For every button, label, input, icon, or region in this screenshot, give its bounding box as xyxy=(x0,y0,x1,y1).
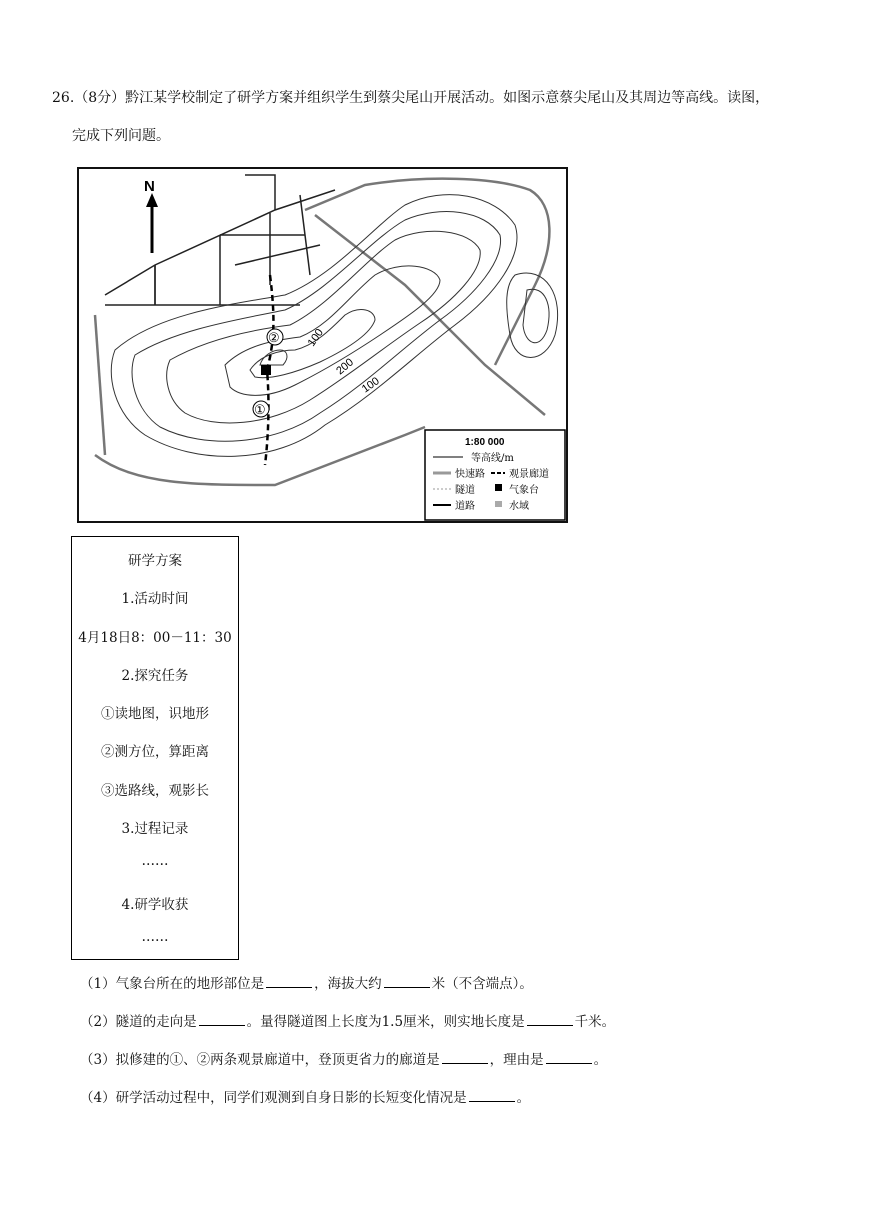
contour-map xyxy=(75,165,570,525)
answer-blank[interactable] xyxy=(266,973,312,988)
plan-section-3: 3.过程记录 xyxy=(121,821,189,837)
legend-contour: 等高线/m xyxy=(471,453,514,464)
answer-blank[interactable] xyxy=(384,973,430,988)
contour-label-100b: 100 xyxy=(359,375,382,396)
plan-section-4: 4.研学收获 xyxy=(121,897,189,913)
weather-station-icon xyxy=(261,365,271,375)
subquestion-4: （4）研学活动过程中，同学们观测到自身日影的长短变化情况是 。 xyxy=(80,1086,530,1106)
answer-blank[interactable] xyxy=(199,1011,245,1026)
plan-task-3: ③选路线，观影长 xyxy=(101,783,209,799)
answer-blank[interactable] xyxy=(469,1087,515,1102)
question-stem-cont: 完成下列问题。 xyxy=(72,128,170,144)
question-stem: 26.（8分）黔江某学校制定了研学方案并组织学生到蔡尖尾山开展活动。如图示意蔡尖尾山及其周边等高线。读图， xyxy=(52,90,770,106)
contour-label-100a: 100 xyxy=(305,326,326,349)
answer-blank[interactable] xyxy=(442,1049,488,1064)
answer-blank[interactable] xyxy=(527,1011,573,1026)
legend-expressway: 快速路 xyxy=(455,469,485,480)
plan-section-1: 1.活动时间 xyxy=(121,591,189,607)
plan-section-2: 2.探究任务 xyxy=(121,668,189,684)
corridor-1-label: ① xyxy=(254,403,266,418)
legend-station: 气象台 xyxy=(509,485,539,496)
subquestion-3: （3）拟修建的①、②两条观景廊道中，登顶更省力的廊道是 ，理由是 。 xyxy=(80,1048,607,1068)
legend-corridor: 观景廊道 xyxy=(509,469,549,480)
legend-tunnel: 隧道 xyxy=(455,485,475,496)
corridor-2-label: ② xyxy=(268,331,280,346)
legend-water: 水域 xyxy=(509,501,529,512)
plan-ellipsis-1: …… xyxy=(141,853,169,869)
map-legend xyxy=(425,430,565,520)
legend-scale: 1:80 000 xyxy=(465,437,505,448)
plan-title: 研学方案 xyxy=(128,553,182,569)
legend-road: 道路 xyxy=(455,501,475,512)
plan-task-1: ①读地图，识地形 xyxy=(101,706,209,722)
study-plan-box xyxy=(71,536,239,960)
answer-blank[interactable] xyxy=(546,1049,592,1064)
plan-task-2: ②测方位，算距离 xyxy=(101,744,209,760)
plan-time: 4月18日8：00－11：30 xyxy=(78,630,232,646)
plan-ellipsis-2: …… xyxy=(141,929,169,945)
subquestion-1: （1）气象台所在的地形部位是 ，海拔大约 米（不含端点）。 xyxy=(80,972,533,992)
north-label: N xyxy=(144,178,155,195)
subquestion-2: （2）隧道的走向是 。量得隧道图上长度为1.5厘米，则实地长度是 千米。 xyxy=(80,1010,615,1030)
contour-label-200: 200 xyxy=(334,356,356,378)
